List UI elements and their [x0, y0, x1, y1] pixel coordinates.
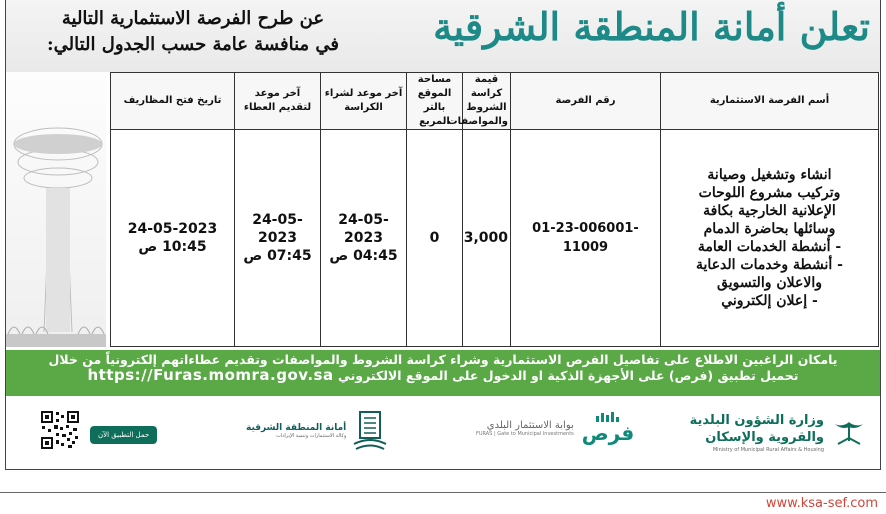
palm-emblem-icon	[832, 418, 866, 448]
page-title: تعلن أمانة المنطقة الشرقية	[433, 4, 870, 49]
opening-date: 24-05-2023	[127, 221, 218, 237]
table-row	[111, 130, 879, 347]
banner-line-2-text: تحميل تطبيق (فرص) على الأجهزة الذكية او الدخول على الموقع الالكتروني	[337, 368, 799, 383]
furas-logo	[476, 412, 634, 444]
page-subtitle	[18, 6, 368, 58]
last-purchase	[321, 130, 407, 347]
amana-emblem-icon	[352, 410, 388, 452]
banner-line-2	[6, 367, 880, 383]
ministry-logo	[690, 412, 866, 454]
last-submission	[235, 130, 321, 347]
ministry-name-line-1: وزارة الشؤون البلدية	[689, 413, 824, 428]
subtitle-line-1: عن طرح الفرصة الاستثمارية التالية	[61, 8, 325, 29]
amana-sub: وكالة الاستثمارات وتنمية الإيرادات	[276, 433, 347, 439]
info-banner	[6, 350, 880, 396]
name-line: - أنشطة الخدمات العامة	[697, 239, 842, 255]
banner-url-link[interactable]: https://Furas.momra.gov.sa	[87, 366, 334, 384]
booklet-price: 3,000	[463, 130, 511, 347]
furas-logo-text: فرص	[581, 421, 635, 445]
header-last-submission: آخر موعد لتقديم العطاء	[235, 73, 321, 130]
divider	[0, 492, 886, 493]
opportunity-number-text: 01-23-006001-11009	[532, 221, 639, 255]
water-tower-image	[6, 72, 106, 347]
name-line: - إعلان إلكتروني	[721, 293, 818, 309]
last-purchase-time: 04:45 ص	[329, 248, 398, 264]
header-booklet-price: قيمة كراسة الشروط والمواصفات	[463, 73, 511, 130]
opening-time: 10:45 ص	[138, 239, 207, 255]
last-purchase-date: 24-05-2023	[338, 212, 389, 246]
last-submission-date: 24-05-2023	[252, 212, 303, 246]
header-last-purchase: آخر موعد لشراء الكراسة	[321, 73, 407, 130]
opening	[111, 130, 235, 347]
header-name: أسم الفرصة الاستثمارية	[661, 73, 879, 130]
name-line: وتركيب مشروع اللوحات	[698, 185, 841, 201]
banner-line-1: يامكان الراغبين الاطلاع على تفاصيل الفرص الاستثمارية وشراء كراسة الشروط والمواصفات وتقديم عطاءاتهم إلكترونياً من خلال	[48, 352, 838, 367]
ministry-name-en: Ministry of Municipal Rural Affairs & Housing	[712, 447, 824, 453]
opportunity-table	[110, 72, 879, 347]
header-number: رقم الفرصة	[511, 73, 661, 130]
header	[6, 0, 880, 72]
site-area: 0	[407, 130, 463, 347]
advertisement	[5, 0, 881, 470]
amana-name: أمانة المنطقة الشرقية	[246, 423, 347, 433]
furas-gate-en: FURAS | Gate to Municipal Investments	[476, 430, 574, 437]
furas-gate-ar: بوابة الاستثمار البلدي	[486, 419, 574, 431]
amana-logo	[246, 410, 388, 452]
header-opening: تاريخ فتح المظاريف	[111, 73, 235, 130]
ministry-name-line-2: والقروية والإسكان	[705, 430, 824, 445]
name-line: - أنشطة وخدمات الدعاية	[696, 257, 843, 273]
opportunity-name	[661, 130, 879, 347]
name-line: وسائلها بحاضرة الدمام	[703, 221, 836, 237]
opportunity-number	[511, 130, 661, 347]
download-app-button[interactable]: حمل التطبيق الآن	[90, 426, 157, 444]
qr-code-icon[interactable]	[40, 410, 80, 450]
header-area: مساحة الموقع بالتر المربع	[407, 73, 463, 130]
source-site-link[interactable]: www.ksa-sef.com	[765, 496, 878, 511]
table-header-row	[111, 73, 879, 130]
last-submission-time: 07:45 ص	[243, 248, 312, 264]
footer	[6, 398, 880, 470]
name-line: انشاء وتشغيل وصيانة	[707, 167, 832, 183]
name-line: الإعلانية الخارجية بكافة	[703, 203, 836, 219]
subtitle-line-2: في منافسة عامة حسب الجدول التالي:	[46, 34, 340, 55]
name-line: والاعلان والتسويق	[717, 275, 822, 291]
